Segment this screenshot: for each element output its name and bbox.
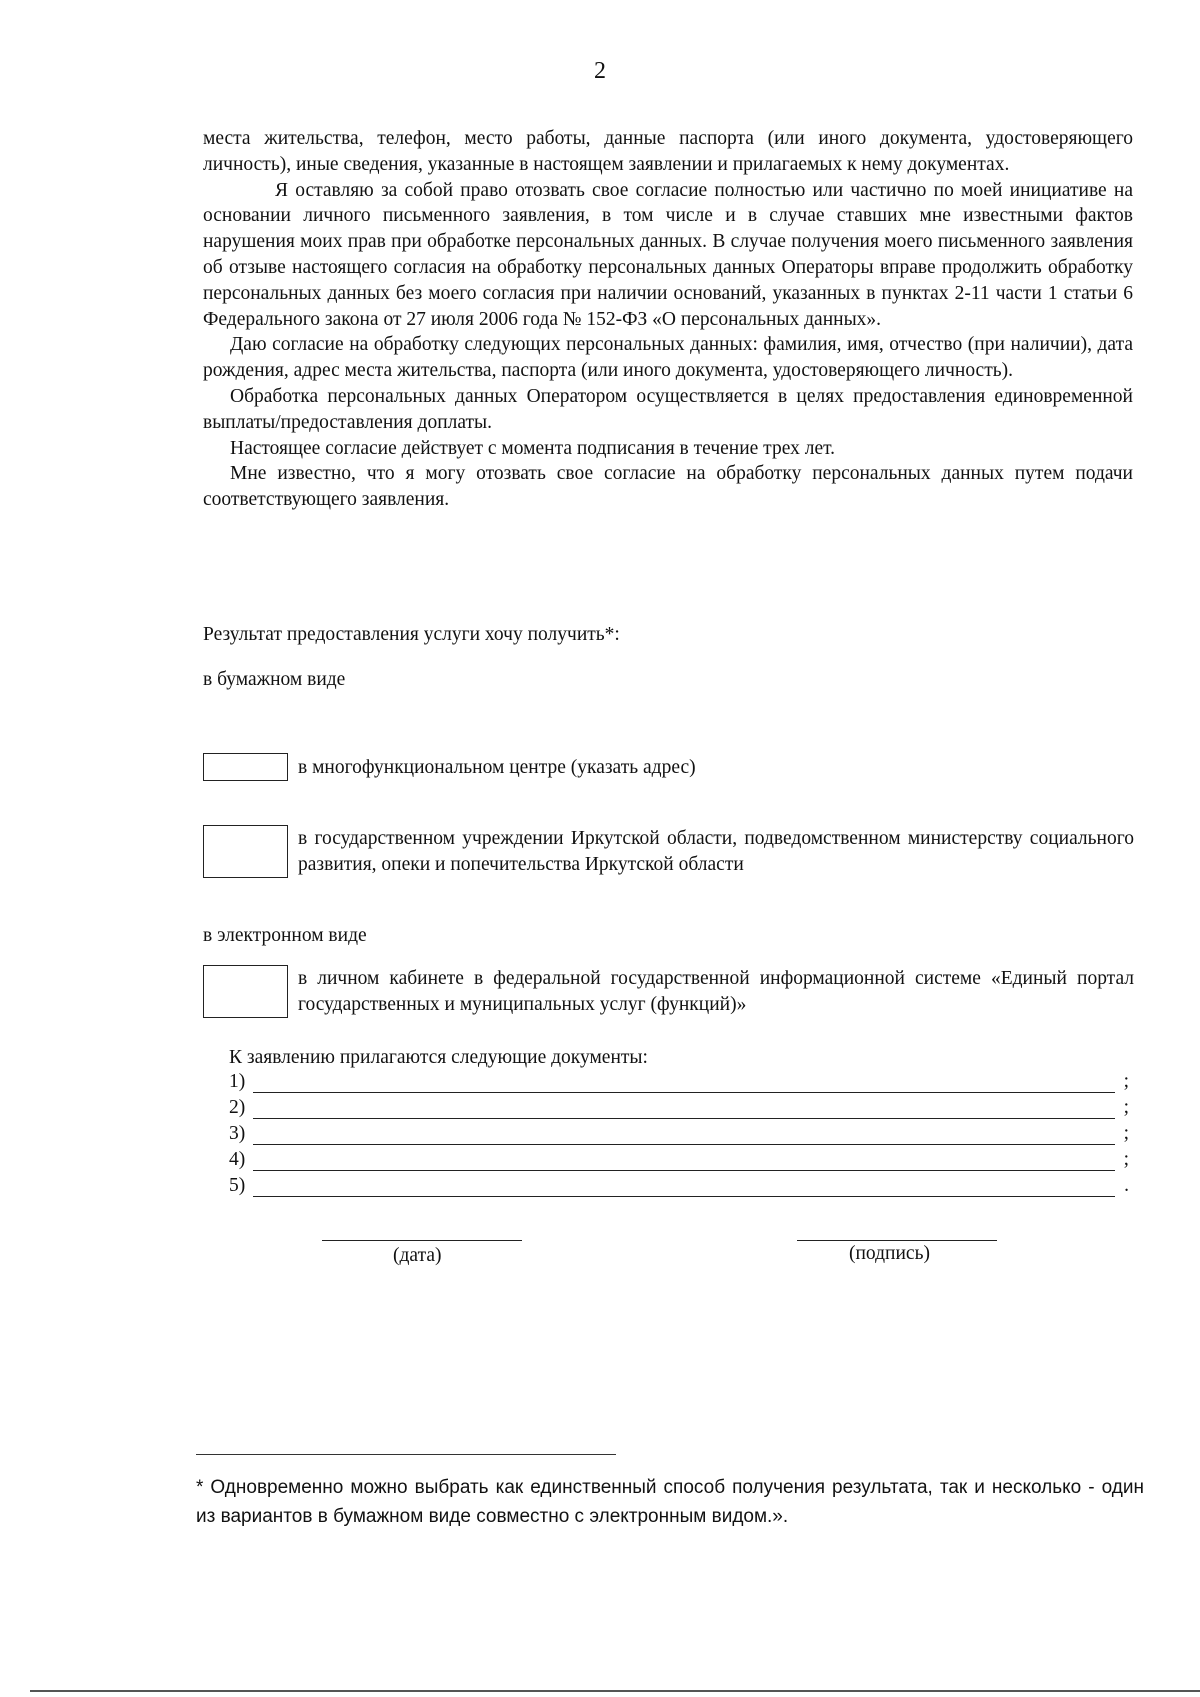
attachment-number: 4) (229, 1149, 246, 1170)
attachment-rule (253, 1118, 1115, 1119)
date-line[interactable] (322, 1240, 522, 1241)
state-institution-option-label: в государственном учреждении Иркутской области, подведомственном министерству социального развития, опеки и попечительства Иркутской области (298, 828, 1134, 875)
attachment-end: ; (1123, 1071, 1129, 1092)
footnote: * Одновременно можно выбрать как единственный способ получения результата, так и несколько - один из вариантов в бумажном виде совместно с электронным видом.». (196, 1477, 1144, 1527)
gosuslugi-checkbox[interactable] (203, 965, 288, 1018)
page-bottom-edge (30, 1690, 1200, 1692)
attachment-end: ; (1123, 1149, 1129, 1170)
date-caption: (дата) (393, 1245, 442, 1266)
signature-caption: (подпись) (849, 1243, 930, 1264)
attachment-end: . (1124, 1175, 1129, 1196)
attachments-heading: К заявлению прилагаются следующие документы: (229, 1047, 648, 1068)
attachment-end: ; (1123, 1097, 1129, 1118)
paragraph: места жительства, телефон, место работы, данные паспорта (или иного документа, удостоверяющего личность), иные сведения, указанные в настоящем заявлении и прилагаемых к нему документах. (203, 128, 1133, 175)
paragraph: Обработка персональных данных Оператором осуществляется в целях предоставления единовременной выплаты/предоставления доплаты. (203, 385, 1133, 433)
attachment-line[interactable] (229, 1149, 1129, 1175)
signature-line[interactable] (797, 1240, 997, 1241)
paragraph: Даю согласие на обработку следующих персональных данных: фамилия, имя, отчество (при наличии), дата рождения, адрес места жительства, паспорта (или иного документа, удостоверяющего личность). (203, 334, 1133, 382)
electronic-heading: в электронном виде (203, 925, 367, 946)
attachment-end: ; (1123, 1123, 1129, 1144)
attachment-rule (253, 1092, 1115, 1093)
mfc-option-label: в многофункциональном центре (указать адрес) (298, 757, 696, 778)
attachment-number: 5) (229, 1175, 246, 1196)
attachment-rule (253, 1196, 1115, 1197)
attachment-line[interactable] (229, 1071, 1129, 1097)
attachment-line[interactable] (229, 1175, 1129, 1201)
result-heading: Результат предоставления услуги хочу получить*: (203, 624, 620, 645)
attachment-number: 3) (229, 1123, 246, 1144)
attachment-number: 1) (229, 1071, 246, 1092)
state-institution-checkbox[interactable] (203, 825, 288, 878)
consent-text (203, 126, 1133, 513)
attachment-rule (253, 1144, 1115, 1145)
paragraph: Настоящее согласие действует с момента подписания в течение трех лет. (230, 437, 836, 459)
paper-heading: в бумажном виде (203, 669, 346, 690)
attachment-line[interactable] (229, 1123, 1129, 1149)
attachment-number: 2) (229, 1097, 246, 1118)
attachment-line[interactable] (229, 1097, 1129, 1123)
gosuslugi-option-label: в личном кабинете в федеральной государственной информационной системе «Единый портал государственных и муниципальных услуг (функций)» (298, 968, 1134, 1015)
attachment-rule (253, 1170, 1115, 1171)
mfc-checkbox[interactable] (203, 753, 288, 781)
footnote-separator (196, 1454, 616, 1455)
paragraph: Я оставляю за собой право отозвать свое согласие полностью или частично по моей инициативе на основании личного письменного заявления, в том числе и в случае ставших мне известными фактов нарушения моих прав при обработке персональных данных. В случае получения моего письменного заявления об отзыве настоящего согласия на обработку персональных данных Операторы вправе продолжить обработку персональных данных без моего согласия при наличии оснований, указанных в пунктах 2-11 части 1 статьи 6 Федерального закона от 27 июля 2006 года № 152-ФЗ «О персональных данных». (203, 179, 1133, 330)
paragraph: Мне известно, что я могу отозвать свое согласие на обработку персональных данных путем подачи соответствующего заявления. (203, 463, 1133, 511)
page-number: 2 (594, 58, 606, 84)
